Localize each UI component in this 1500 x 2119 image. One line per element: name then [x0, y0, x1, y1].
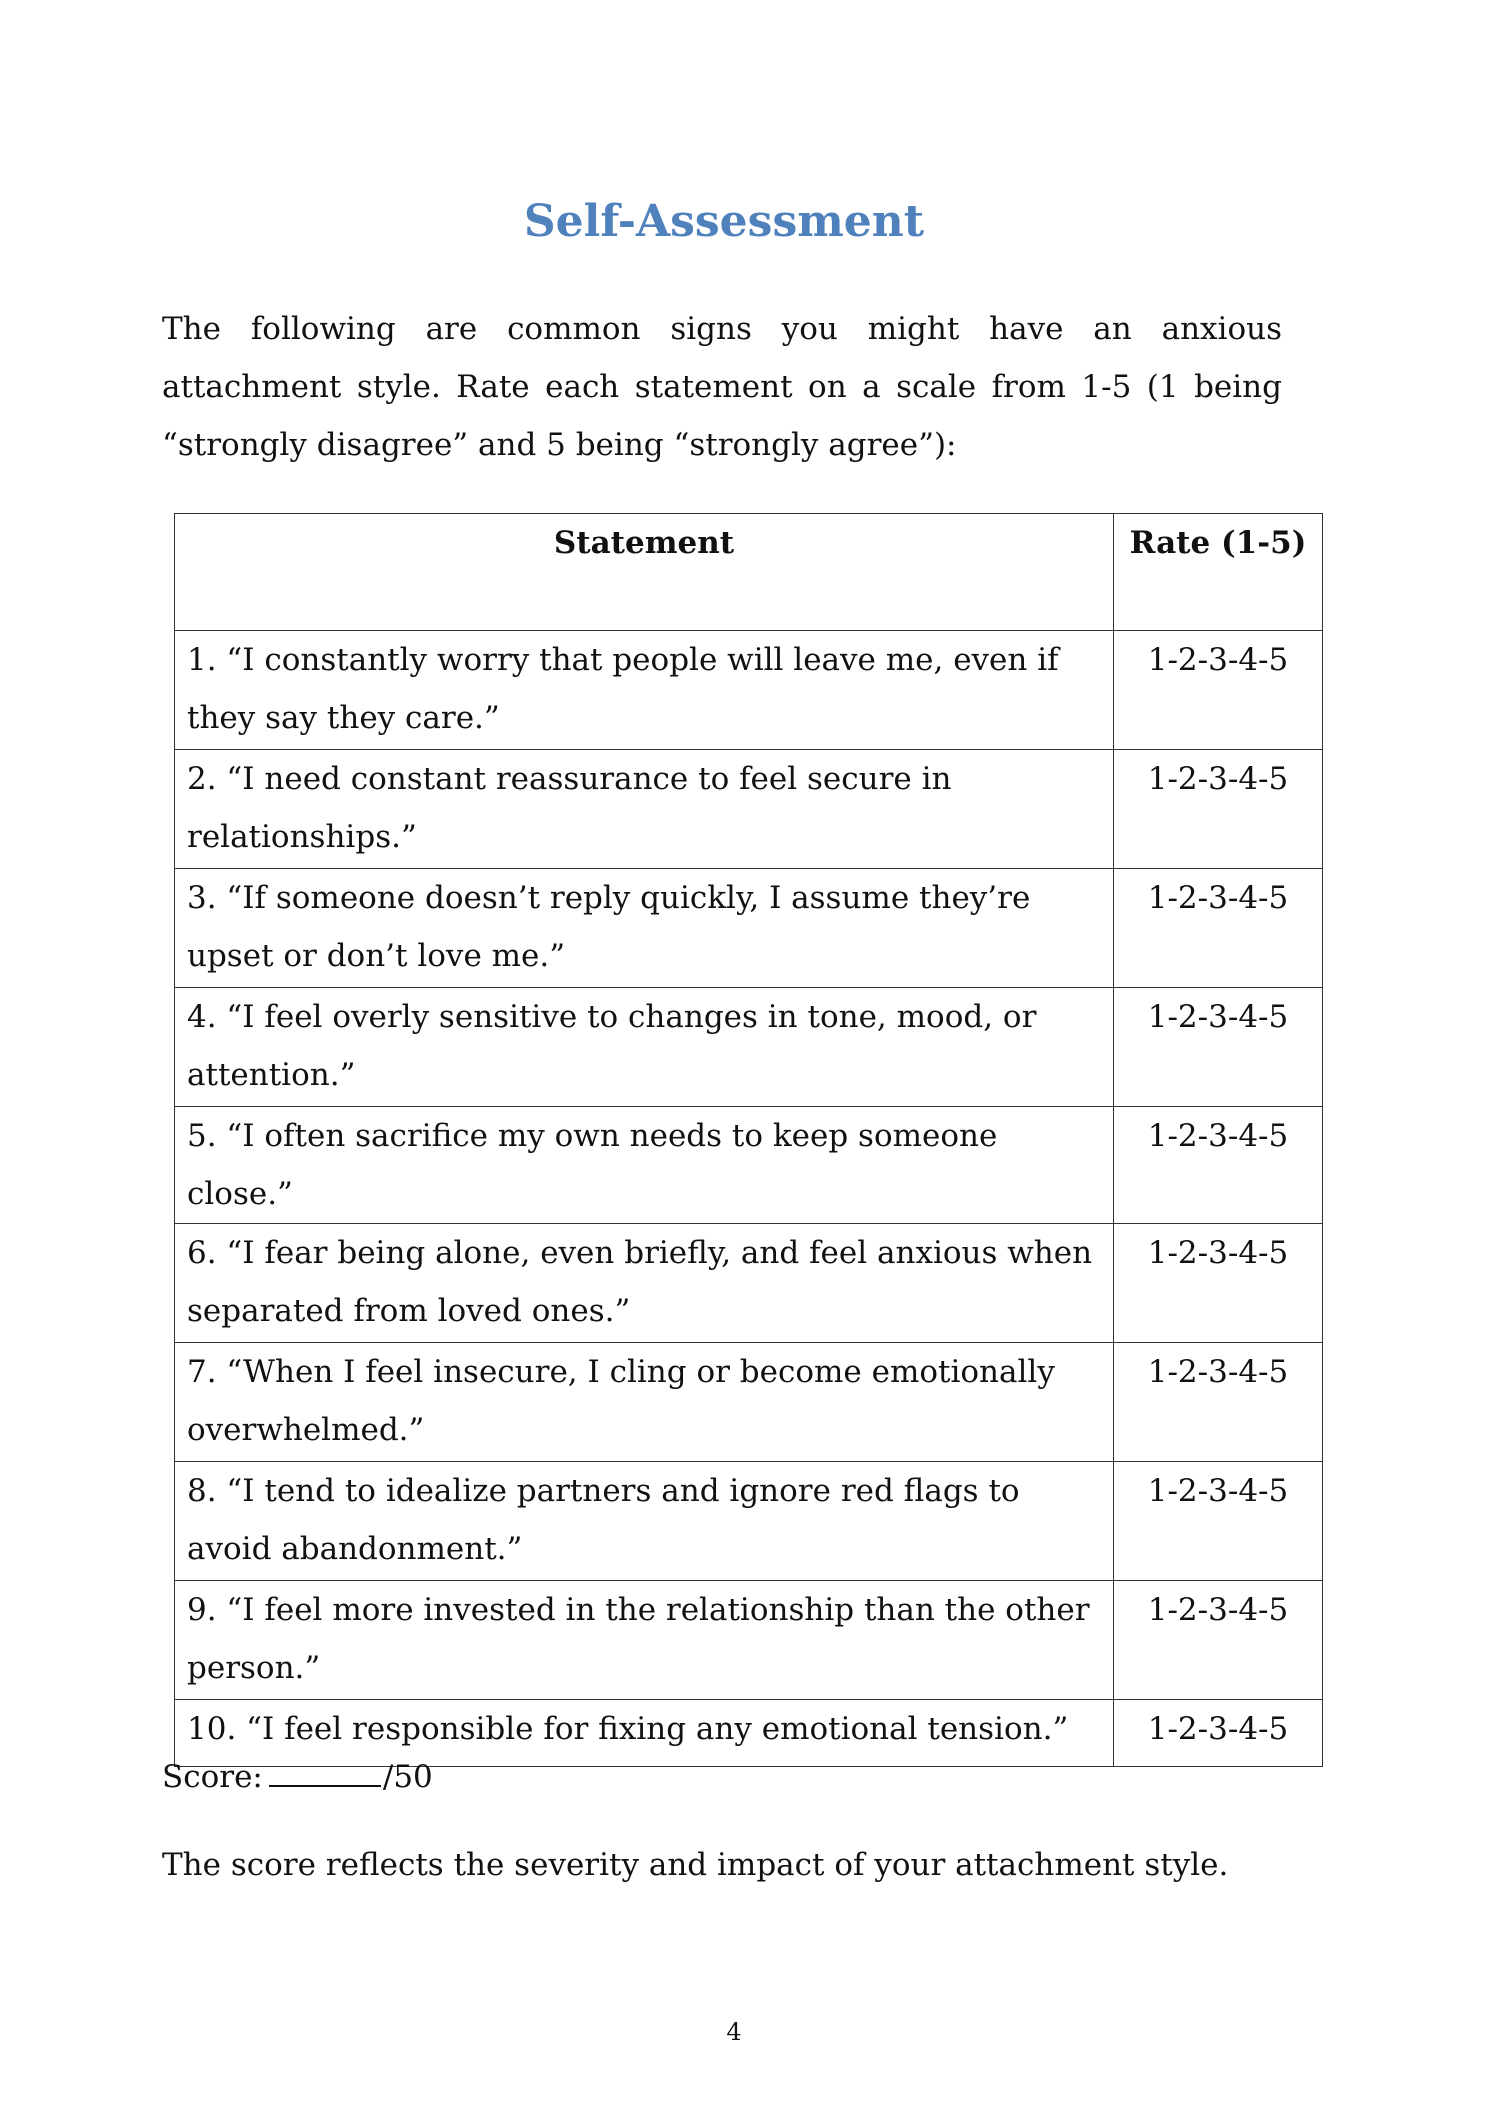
statement-cell: 5. “I often sacrifice my own needs to keep someone close.”	[175, 1107, 1114, 1224]
table-row	[175, 1343, 1323, 1462]
rating-cell: 1-2-3-4-5	[1114, 1581, 1323, 1700]
table-row	[175, 1224, 1323, 1343]
table-row	[175, 631, 1323, 750]
statement-cell: 3. “If someone doesn’t reply quickly, I assume they’re upset or don’t love me.”	[175, 869, 1114, 988]
rating-cell: 1-2-3-4-5	[1114, 1462, 1323, 1581]
score-label: Score:	[162, 1759, 263, 1795]
table-row	[175, 1581, 1323, 1700]
statement-cell: 8. “I tend to idealize partners and ignore red flags to avoid abandonment.”	[175, 1462, 1114, 1581]
table-row	[175, 1107, 1323, 1224]
table-row	[175, 1462, 1323, 1581]
self-assessment-table	[174, 513, 1323, 1767]
rating-cell: 1-2-3-4-5	[1114, 631, 1323, 750]
statement-cell: 2. “I need constant reassurance to feel secure in relationships.”	[175, 750, 1114, 869]
rating-cell: 1-2-3-4-5	[1114, 1343, 1323, 1462]
score-line	[162, 1748, 433, 1806]
rating-cell: 1-2-3-4-5	[1114, 1107, 1323, 1224]
rating-cell: 1-2-3-4-5	[1114, 988, 1323, 1107]
statement-cell: 10. “I feel responsible for fixing any emotional tension.”	[175, 1700, 1114, 1767]
statement-cell: 7. “When I feel insecure, I cling or become emotionally overwhelmed.”	[175, 1343, 1114, 1462]
table-header-row	[175, 514, 1323, 631]
statement-cell: 4. “I feel overly sensitive to changes in tone, mood, or attention.”	[175, 988, 1114, 1107]
score-total: /50	[382, 1759, 433, 1795]
page-number: 4	[726, 2018, 742, 2046]
page-title: Self-Assessment	[523, 196, 925, 247]
table-row	[175, 750, 1323, 869]
statement-cell: 6. “I fear being alone, even briefly, and feel anxious when separated from loved ones.”	[175, 1224, 1114, 1343]
rating-cell: 1-2-3-4-5	[1114, 1700, 1323, 1767]
table-row	[175, 869, 1323, 988]
intro-paragraph: The following are common signs you might have an anxious attachment style. Rate each statement on a scale from 1-5 (1 being “strongly disagree” and 5 being “strongly agree”):	[162, 311, 1282, 463]
rating-cell: 1-2-3-4-5	[1114, 1224, 1323, 1343]
rating-cell: 1-2-3-4-5	[1114, 869, 1323, 988]
table-row	[175, 988, 1323, 1107]
statement-cell: 9. “I feel more invested in the relationship than the other person.”	[175, 1581, 1114, 1700]
statement-column-header: Statement	[175, 514, 1114, 631]
statement-cell: 1. “I constantly worry that people will leave me, even if they say they care.”	[175, 631, 1114, 750]
score-blank[interactable]	[269, 1755, 381, 1787]
rating-cell: 1-2-3-4-5	[1114, 750, 1323, 869]
score-note: The score reflects the severity and impact of your attachment style.	[162, 1847, 1229, 1883]
rate-column-header: Rate (1-5)	[1114, 514, 1323, 631]
